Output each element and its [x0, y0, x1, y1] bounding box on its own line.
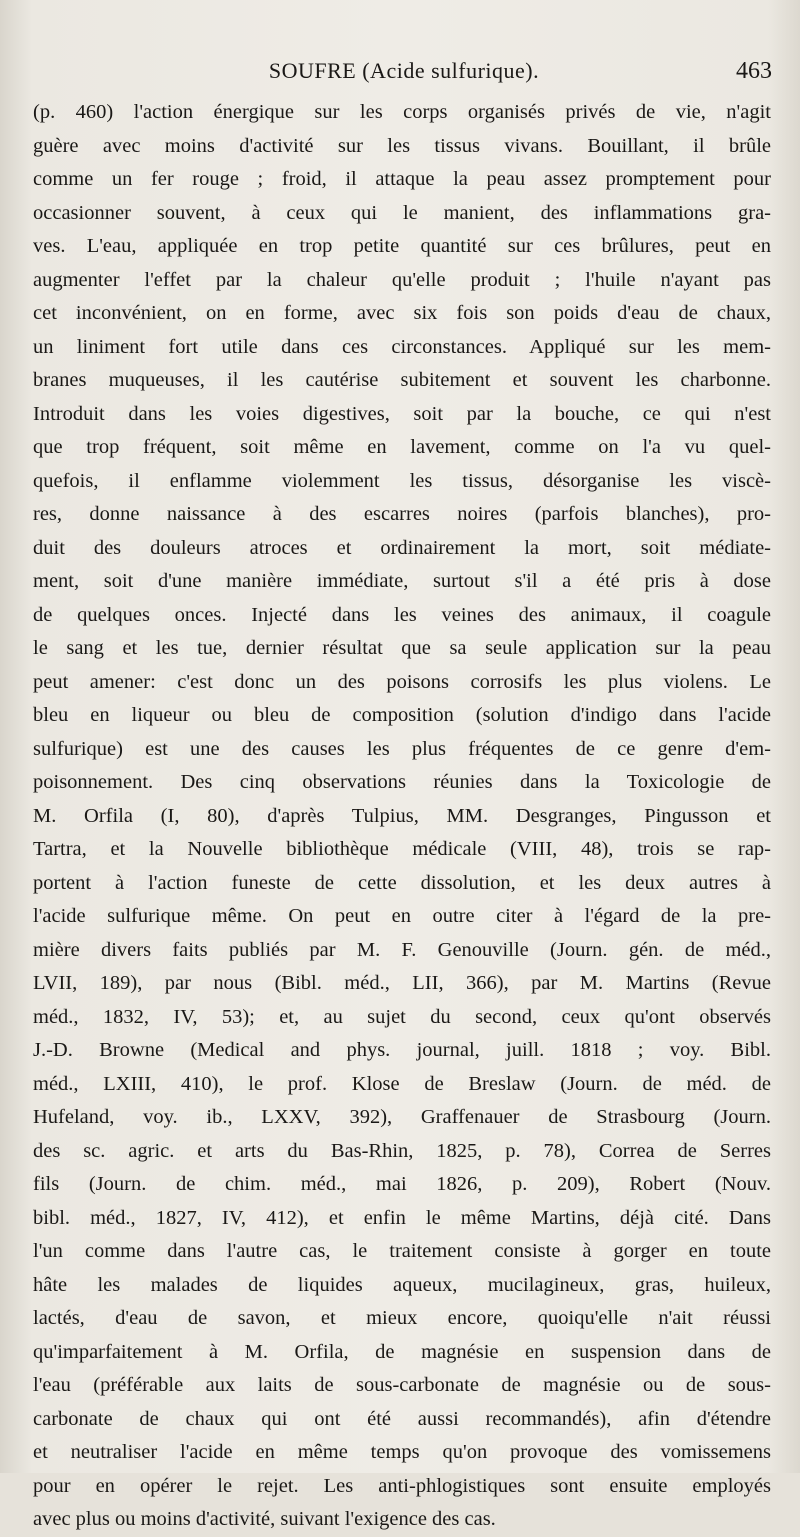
text-line: l'acide sulfurique même. On peut en outre citer à l'égard de la pre- [33, 905, 771, 927]
text-line: occasionner souvent, à ceux qui le manient, des inflammations gra- [33, 201, 771, 224]
text-line: lactés, d'eau de savon, et mieux encore, quoiqu'elle n'ait réussi [33, 1307, 771, 1329]
text-line: branes muqueuses, il les cautérise subitement et souvent les charbonne. [33, 369, 771, 391]
text-line: l'un comme dans l'autre cas, le traitement consiste à gorger en toute [33, 1240, 771, 1262]
text-line: Hufeland, voy. ib., LXXV, 392), Graffenauer de Strasbourg (Journ. [33, 1106, 771, 1128]
body-text [33, 96, 771, 1537]
text-line: (p. 460) l'action énergique sur les corps organisés privés de vie, n'agit [33, 101, 771, 123]
text-line: que trop fréquent, soit même en lavement, comme on l'a vu quel- [33, 436, 771, 458]
text-line: ves. L'eau, appliquée en trop petite quantité sur ces brûlures, peut en [33, 235, 771, 257]
text-line: bleu en liqueur ou bleu de composition (solution d'indigo dans l'acide [33, 704, 771, 726]
text-line: hâte les malades de liquides aqueux, mucilagineux, gras, huileux, [33, 1273, 771, 1296]
text-line: res, donne naissance à des escarres noires (parfois blanches), pro- [33, 503, 771, 525]
text-line: poisonnement. Des cinq observations réunies dans la Toxicologie de [33, 771, 771, 793]
text-line: l'eau (préférable aux laits de sous-carbonate de magnésie ou de sous- [33, 1374, 771, 1396]
text-line: peut amener: c'est donc un des poisons corrosifs les plus violens. Le [33, 670, 771, 693]
text-line: bibl. méd., 1827, IV, 412), et enfin le même Martins, déjà cité. Dans [33, 1206, 771, 1229]
page-number: 463 [736, 58, 772, 84]
text-line: duit des douleurs atroces et ordinairement la mort, soit médiate- [33, 536, 771, 559]
text-line: Introduit dans les voies digestives, soit par la bouche, ce qui n'est [33, 402, 771, 425]
text-line: de quelques onces. Injecté dans les veines des animaux, il coagule [33, 603, 771, 626]
text-line: J.-D. Browne (Medical and phys. journal, juill. 1818 ; voy. Bibl. [33, 1039, 771, 1061]
text-line: méd., LXIII, 410), le prof. Klose de Breslaw (Journ. de méd. de [33, 1072, 771, 1095]
text-line: carbonate de chaux qui ont été aussi recommandés), afin d'étendre [33, 1407, 771, 1430]
running-header [30, 58, 778, 90]
text-line: comme un fer rouge ; froid, il attaque la peau assez promptement pour [33, 168, 771, 190]
text-line: mière divers faits publiés par M. F. Genouville (Journ. gén. de méd., [33, 938, 771, 961]
text-line: un liniment fort utile dans ces circonstances. Appliqué sur les mem- [33, 335, 771, 358]
text-line: fils (Journ. de chim. méd., mai 1826, p. 209), Robert (Nouv. [33, 1173, 771, 1195]
text-line: Tartra, et la Nouvelle bibliothèque médicale (VIII, 48), trois se rap- [33, 838, 771, 860]
text-line: M. Orfila (I, 80), d'après Tulpius, MM. Desgranges, Pingusson et [33, 804, 771, 827]
text-line: et neutraliser l'acide en même temps qu'on provoque des vomissemens [33, 1441, 771, 1463]
text-line: augmenter l'effet par la chaleur qu'elle produit ; l'huile n'ayant pas [33, 268, 771, 291]
text-line: pour en opérer le rejet. Les anti-phlogistiques sont ensuite employés [33, 1474, 771, 1497]
text-line: sulfurique) est une des causes les plus fréquentes de ce genre d'em- [33, 737, 771, 760]
text-line: LVII, 189), par nous (Bibl. méd., LII, 366), par M. Martins (Revue [33, 972, 771, 994]
text-line: le sang et les tue, dernier résultat que sa seule application sur la peau [33, 637, 771, 659]
running-title: SOUFRE (Acide sulfurique). [268, 58, 540, 83]
text-line: quefois, il enflamme violemment les tissus, désorganise les viscè- [33, 469, 771, 492]
text-line: des sc. agric. et arts du Bas-Rhin, 1825, p. 78), Correa de Serres [33, 1139, 771, 1162]
text-line: méd., 1832, IV, 53); et, au sujet du second, ceux qu'ont observés [33, 1005, 771, 1028]
text-line: qu'imparfaitement à M. Orfila, de magnésie en suspension dans de [33, 1340, 771, 1363]
text-line: ment, soit d'une manière immédiate, surtout s'il a été pris à dose [33, 570, 771, 592]
text-line: cet inconvénient, on en forme, avec six fois son poids d'eau de chaux, [33, 302, 771, 324]
text-line: portent à l'action funeste de cette dissolution, et les deux autres à [33, 871, 771, 894]
text-line: avec plus ou moins d'activité, suivant l'exigence des cas. [33, 1508, 496, 1530]
text-line: guère avec moins d'activité sur les tissus vivans. Bouillant, il brûle [33, 134, 771, 157]
